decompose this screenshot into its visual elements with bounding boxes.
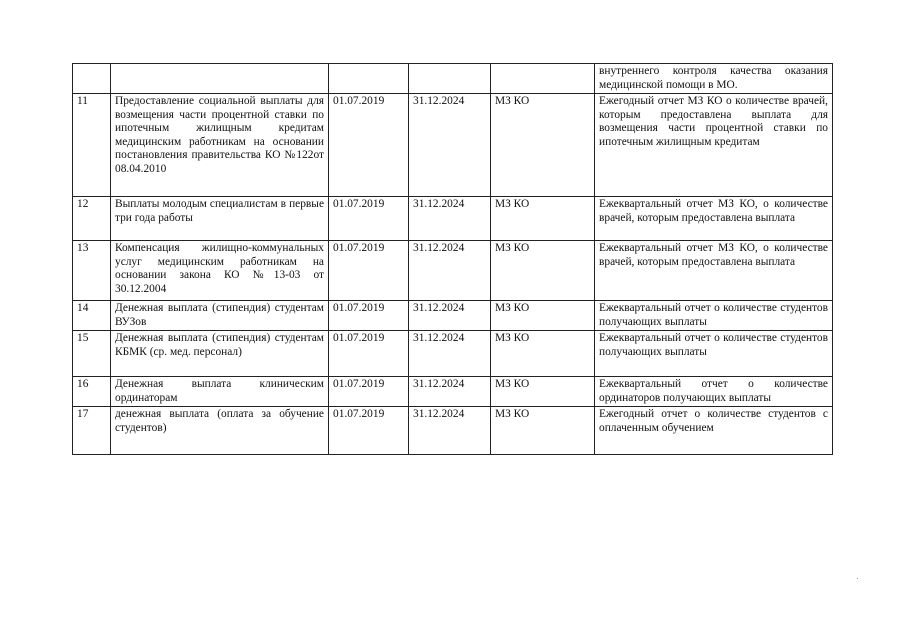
measure-name: Компенсация жилищно-коммунальных услуг медицинским работникам на основании закона КО №13-03 от 30.12.2004	[111, 241, 329, 301]
table-row	[73, 197, 833, 241]
start-date: 01.07.2019	[329, 377, 409, 407]
end-date: 31.12.2024	[409, 301, 491, 331]
end-date: 31.12.2024	[409, 94, 491, 197]
start-date: 01.07.2019	[329, 301, 409, 331]
report-description: Ежеквартальный отчет о количестве ординаторов получающих выплаты	[595, 377, 833, 407]
table-row	[73, 94, 833, 197]
report-description: Ежегодный отчет о количестве студентов с оплаченным обучением	[595, 407, 833, 455]
table-row	[73, 64, 833, 94]
measure-name: Выплаты молодым специалистам в первые три года работы	[111, 197, 329, 241]
table-row	[73, 331, 833, 377]
row-number: 15	[73, 331, 111, 377]
start-date: 01.07.2019	[329, 197, 409, 241]
row-number: 14	[73, 301, 111, 331]
executor: МЗ КО	[491, 407, 595, 455]
measure-name	[111, 64, 329, 94]
report-description: Ежеквартальный отчет МЗ КО, о количестве врачей, которым предоставлена выплата	[595, 241, 833, 301]
end-date: 31.12.2024	[409, 241, 491, 301]
row-number: 13	[73, 241, 111, 301]
measure-name: Денежная выплата (стипендия) студентам ВУЗов	[111, 301, 329, 331]
table-row	[73, 241, 833, 301]
end-date: 31.12.2024	[409, 407, 491, 455]
executor: МЗ КО	[491, 94, 595, 197]
report-description: Ежеквартальный отчет о количестве студентов получающих выплаты	[595, 301, 833, 331]
start-date: 01.07.2019	[329, 407, 409, 455]
executor: МЗ КО	[491, 197, 595, 241]
start-date: 01.07.2019	[329, 94, 409, 197]
row-number	[73, 64, 111, 94]
scan-speck	[857, 578, 858, 579]
measure-name: Денежная выплата клиническим ординаторам	[111, 377, 329, 407]
row-number: 16	[73, 377, 111, 407]
start-date: 01.07.2019	[329, 241, 409, 301]
table-row	[73, 377, 833, 407]
start-date: 01.07.2019	[329, 331, 409, 377]
row-number: 17	[73, 407, 111, 455]
end-date: 31.12.2024	[409, 197, 491, 241]
table-row	[73, 407, 833, 455]
measure-name: Предоставление социальной выплаты для возмещения части процентной ставки по ипотечным жилищным кредитам медицинским работникам на основании постановления правительства КО №122от 08.04.2010	[111, 94, 329, 197]
row-number: 12	[73, 197, 111, 241]
report-description: Ежеквартальный отчет МЗ КО, о количестве врачей, которым предоставлена выплата	[595, 197, 833, 241]
report-description: внутреннего контроля качества оказания медицинской помощи в МО.	[595, 64, 833, 94]
executor	[491, 64, 595, 94]
executor: МЗ КО	[491, 331, 595, 377]
measures-table	[72, 63, 833, 455]
executor: МЗ КО	[491, 241, 595, 301]
report-description: Ежегодный отчет МЗ КО о количестве врачей, которым предоставлена выплата для возмещения части процентной ставки по ипотечным жилищным кредитам	[595, 94, 833, 197]
start-date	[329, 64, 409, 94]
end-date: 31.12.2024	[409, 331, 491, 377]
table-row	[73, 301, 833, 331]
executor: МЗ КО	[491, 377, 595, 407]
end-date	[409, 64, 491, 94]
measure-name: Денежная выплата (стипендия) студентам КБМК (ср. мед. персонал)	[111, 331, 329, 377]
row-number: 11	[73, 94, 111, 197]
measure-name: денежная выплата (оплата за обучение студентов)	[111, 407, 329, 455]
report-description: Ежеквартальный отчет о количестве студентов получающих выплаты	[595, 331, 833, 377]
executor: МЗ КО	[491, 301, 595, 331]
end-date: 31.12.2024	[409, 377, 491, 407]
